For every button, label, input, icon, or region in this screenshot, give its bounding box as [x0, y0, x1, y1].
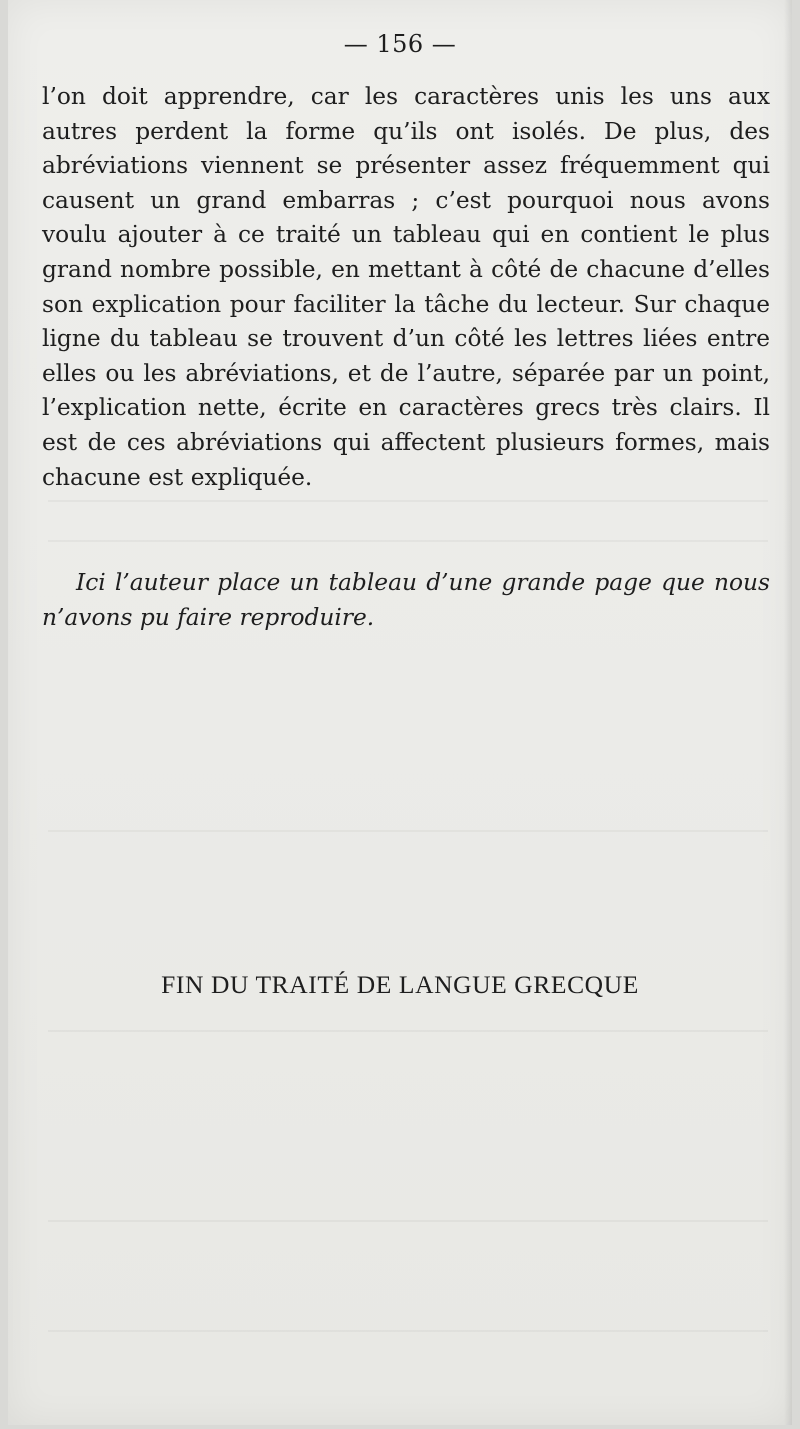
show-through-line: [48, 1330, 768, 1332]
page-edge-shadow: [784, 0, 792, 1425]
show-through-line: [48, 500, 768, 502]
editor-note: Ici l’auteur place un tableau d’une grande page que nous n’avons pu faire reproduire.: [42, 569, 770, 631]
show-through-line: [48, 540, 768, 542]
closing-title: FIN DU TRAITÉ DE LANGUE GRECQUE: [161, 970, 639, 999]
book-page: [8, 0, 792, 1425]
show-through-line: [48, 830, 768, 832]
show-through-line: [48, 1220, 768, 1222]
show-through-line: [48, 1030, 768, 1032]
page-number: — 156 —: [343, 30, 457, 58]
body-paragraph: l’on doit apprendre, car les caractères unis les uns aux autres perdent la forme qu’ils ont isolés. De plus, des abréviations viennent se présenter assez fréquemment qui causent un grand embarras ; c’est pourquoi nous avons voulu ajouter à ce traité un tableau qui en contient le plus grand nombre possible, en mettant à côté de chacune d’elles son explication pour faciliter la tâche du lecteur. Sur chaque ligne du tableau se trouvent d’un côté les lettres liées entre elles ou les abréviations, et de l’autre, séparée par un point, l’explication nette, écrite en caractères grecs très clairs. Il est de ces abréviations qui affectent plusieurs formes, mais chacune est expliquée.: [42, 83, 770, 491]
